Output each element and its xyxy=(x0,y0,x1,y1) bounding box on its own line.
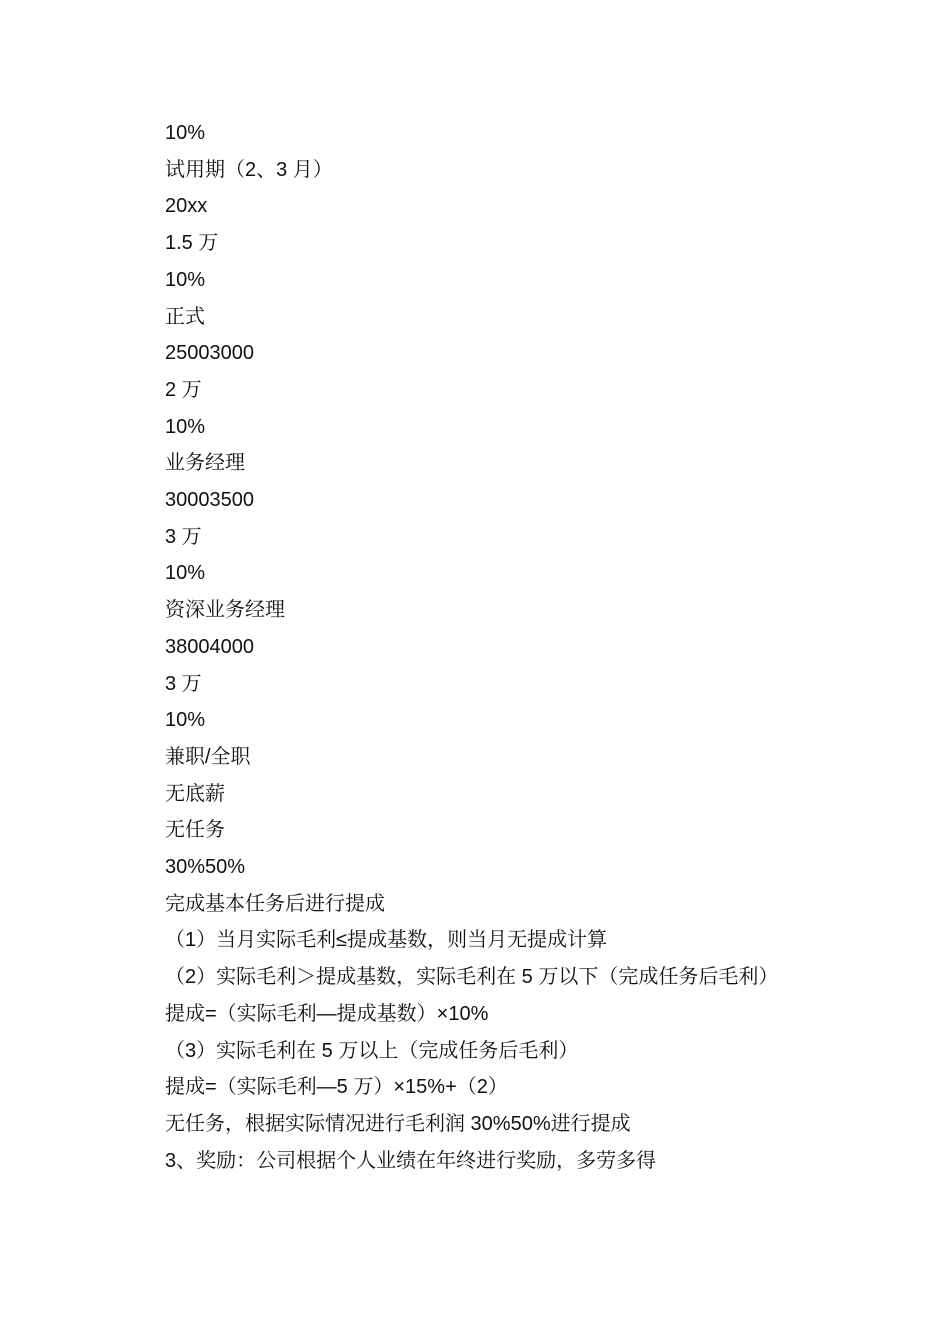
paragraph: 兼职/全职 xyxy=(165,745,251,768)
paragraph: 正式 xyxy=(165,305,205,328)
paragraph: 10% xyxy=(165,709,206,732)
paragraph: 提成=（实际毛利—提成基数）×10% xyxy=(165,1002,489,1025)
paragraph: 无底薪 xyxy=(165,782,225,805)
paragraph: 资深业务经理 xyxy=(165,599,285,622)
paragraph: 10% xyxy=(165,415,206,438)
paragraph: 3、奖励：公司根据个人业绩在年终进行奖励，多劳多得 xyxy=(165,1149,657,1172)
paragraph: 业务经理 xyxy=(165,452,245,475)
paragraph: 10% xyxy=(165,562,206,585)
paragraph: 无任务 xyxy=(165,819,225,842)
paragraph: 3 万 xyxy=(165,525,202,548)
paragraph: 1.5 万 xyxy=(165,232,219,255)
paragraph: 2 万 xyxy=(165,378,202,401)
paragraph: 25003000 xyxy=(165,342,254,365)
paragraph: 提成=（实际毛利—5 万）×15%+（2） xyxy=(165,1076,508,1099)
paragraph: 无任务，根据实际情况进行毛利润 30%50%进行提成 xyxy=(165,1112,631,1135)
paragraph: 完成基本任务后进行提成 xyxy=(165,892,385,915)
paragraph: 38004000 xyxy=(165,635,254,658)
paragraph: 3 万 xyxy=(165,672,202,695)
paragraph: 30003500 xyxy=(165,489,254,512)
paragraph: 30%50% xyxy=(165,856,246,879)
paragraph: 试用期（2、3 月） xyxy=(165,158,333,181)
paragraph: 10% xyxy=(165,122,206,144)
paragraph: 10% xyxy=(165,268,206,291)
paragraph: （3）实际毛利在 5 万以上（完成任务后毛利） xyxy=(165,1039,579,1062)
document-body xyxy=(145,115,825,1179)
paragraph: 20xx xyxy=(165,195,208,218)
paragraph: （1）当月实际毛利≤提成基数，则当月无提成计算 xyxy=(165,929,608,952)
paragraph: （2）实际毛利＞提成基数，实际毛利在 5 万以下（完成任务后毛利） xyxy=(165,966,779,989)
